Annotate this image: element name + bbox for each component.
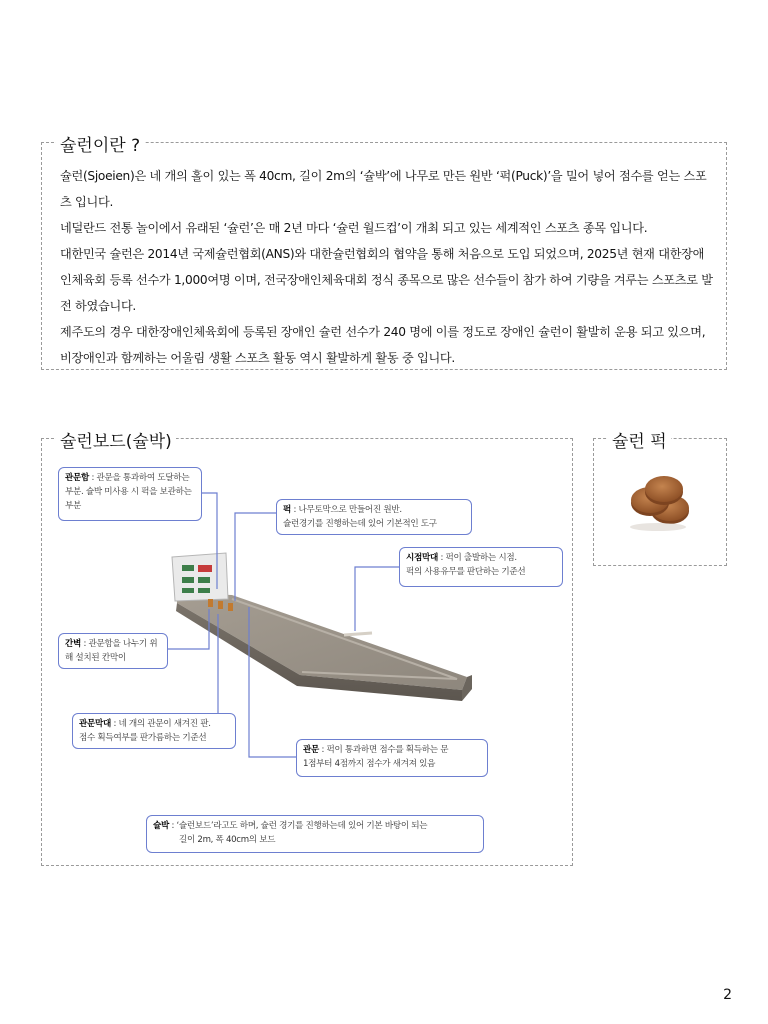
- page-number: 2: [723, 987, 732, 1003]
- score-led-2: [198, 565, 212, 572]
- callout-puck: 퍽 : 나무토막으로 만들어진 원반. 슐런경기를 진행하는데 있어 기본적인 도구: [276, 499, 472, 535]
- intro-body: [60, 163, 715, 371]
- score-led-6: [198, 588, 210, 593]
- connector-start-bar: [355, 567, 399, 631]
- callout-start-bar: 시점막대 : 퍽이 출발하는 시점. 퍽의 사용유무를 판단하는 기준선: [399, 547, 563, 587]
- intro-paragraph-1: 슐런(Sjoeien)은 네 개의 홀이 있는 폭 40cm, 길이 2m의 ‘슐박’에 나무로 만든 원반 ‘퍽(Puck)’을 밀어 넣어 점수를 얻는 스포츠 입니다.: [60, 169, 707, 209]
- callout-board: 슐박 : ‘슐런보드’라고도 하며, 슐런 경기를 진행하는데 있어 기본 바탕이 되는 길이 2m, 폭 40cm의 보드: [146, 815, 484, 853]
- callout-gwanmunham: 관문함 : 관문을 통과하여 도달하는 부분. 슐박 미사용 시 퍽을 보관하는 부분: [58, 467, 202, 521]
- puck-illustration: [594, 439, 728, 567]
- puck-section: [593, 432, 727, 566]
- start-bar-shape: [344, 633, 372, 635]
- intro-title: 슐런이란 ?: [56, 131, 144, 156]
- callout-gate: 관문 : 퍽이 통과하면 점수를 획득하는 문 1점부터 4점까지 점수가 새겨져 있음: [296, 739, 488, 777]
- callout-gate-bar: 관문막대 : 네 개의 관문이 새겨진 판. 점수 획득여부를 판가름하는 기준선: [72, 713, 236, 749]
- connector-puck: [235, 513, 276, 601]
- callout-partition: 간벽 : 관문함을 나누기 위해 설치된 칸막이: [58, 633, 168, 669]
- puck-top-top: [645, 476, 683, 502]
- score-led-4: [198, 577, 210, 583]
- score-led-1: [182, 565, 194, 571]
- intro-paragraph-4: 제주도의 경우 대한장애인체육회에 등록된 장애인 슐런 선수가 240 명에 이를 정도로 장애인 슐런이 활발히 운용 되고 있으며, 비장애인과 함께하는 어울림 생활 스포츠 활동 역시 활발하게 활동 중 입니다.: [60, 325, 706, 365]
- gate-slot-2: [218, 601, 223, 609]
- gate-slot-1: [208, 599, 213, 607]
- board-title: 슐런보드(슐박): [56, 427, 176, 452]
- gate-slot-3: [228, 603, 233, 611]
- score-led-5: [182, 588, 194, 593]
- board-section: [41, 432, 573, 866]
- score-led-3: [182, 577, 194, 583]
- puck-title: 슐런 퍽: [608, 427, 671, 452]
- puck-shadow: [630, 523, 686, 531]
- intro-section: [41, 136, 727, 370]
- intro-paragraph-3: 대한민국 슐런은 2014년 국제슐런협회(ANS)와 대한슐런협회의 협약을 통해 처음으로 도입 되었으며, 2025년 현재 대한장애인체육회 등록 선수가 1,000여명 이며, 전국장애인체육대회 정식 종목으로 많은 선수들이 참가 하여 기량을 겨루는 스포츠로 발전 하였습니다.: [60, 247, 713, 313]
- intro-paragraph-2: 네덜란드 전통 놀이에서 유래된 ‘슐런’은 매 2년 마다 ‘슐런 월드컵’이 개최 되고 있는 세계적인 스포츠 종목 입니다.: [60, 221, 648, 235]
